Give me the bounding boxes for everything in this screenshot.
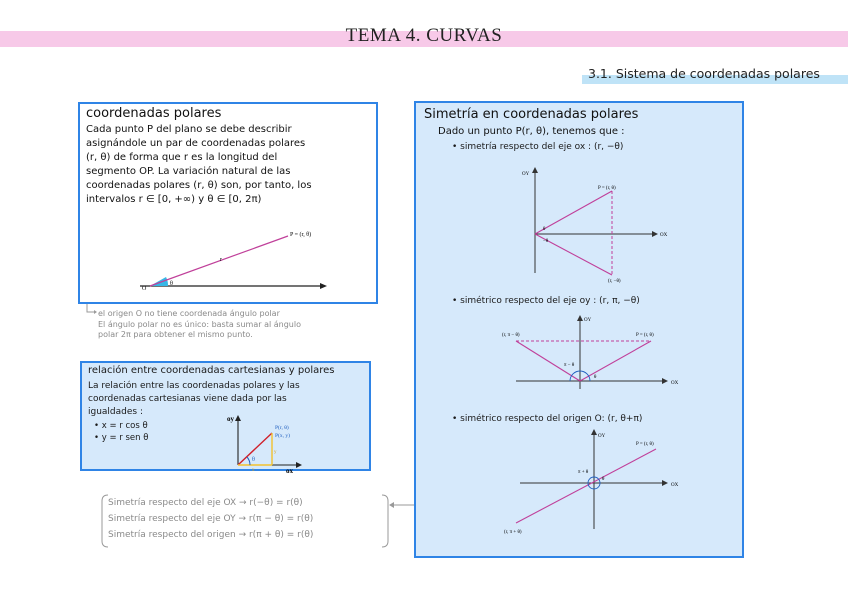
arrow-icon	[577, 315, 583, 321]
polar-segment	[150, 236, 288, 286]
note-line: El ángulo polar no es único: basta sumar al ángulo	[98, 319, 301, 329]
arrow-icon	[652, 231, 658, 237]
y-label: y	[274, 450, 277, 455]
reflected-label: (r, −θ)	[608, 279, 621, 284]
p-label: P = (r, θ)	[636, 333, 654, 338]
symmetry-ox-figure	[516, 163, 676, 283]
equation-y: • y = r sen θ	[94, 433, 149, 443]
line-through-origin	[516, 449, 656, 523]
polar-text-line: coordenadas polares (r, θ) son, por tanto, los	[86, 180, 312, 191]
theta-label: θ	[594, 375, 597, 380]
section-title: 3.1. Sistema de coordenadas polares	[588, 66, 820, 81]
arrow-icon	[389, 502, 394, 508]
theta-label: θ	[170, 281, 173, 287]
relation-box	[80, 361, 371, 475]
origin-label: O	[142, 286, 147, 292]
angle-label: π + θ	[578, 470, 589, 475]
polar-figure	[130, 226, 330, 300]
oy-label: OY	[598, 434, 606, 439]
relation-text-line: coordenadas cartesianas viene dada por las	[88, 394, 287, 404]
symmetry-formulas	[108, 495, 376, 547]
polar-text-line: segmento OP. La variación natural de las	[86, 166, 291, 177]
ox-label: OX	[671, 381, 679, 386]
formula-oy: Simetría respecto del eje OY → r(π − θ) = r(θ)	[108, 514, 314, 524]
relation-text-line: igualdades :	[88, 407, 143, 417]
oy-label: OY	[584, 318, 592, 323]
oy-label: oy	[227, 415, 234, 423]
arrow-icon	[296, 462, 302, 468]
r-label: r	[220, 257, 222, 263]
p-polar-label: P(r, θ)	[275, 425, 289, 431]
theta-label: θ	[543, 227, 546, 232]
relation-title: relación entre coordenadas cartesianas y polares	[88, 365, 335, 376]
polar-text-line: intervalos r ∈ [0, +∞) y θ ∈ [0, 2π)	[86, 194, 262, 205]
page-title: TEMA 4. CURVAS	[345, 25, 503, 46]
ox-label: OX	[671, 483, 679, 488]
arrow-icon	[591, 429, 597, 435]
polar-coordinates-box	[78, 102, 378, 304]
ox-label: OX	[660, 233, 668, 238]
oy-label: OY	[522, 172, 530, 177]
segment-p	[580, 341, 651, 381]
symmetry-intro: Dado un punto P(r, θ), tenemos que :	[438, 126, 625, 137]
angle-label: π − θ	[564, 363, 575, 368]
reflected-label: (r, π + θ)	[504, 530, 522, 535]
minus-theta-label: −θ	[543, 239, 549, 244]
equation-x: • x = r cos θ	[94, 421, 148, 431]
symmetry-oy-figure	[496, 311, 716, 391]
segment-p	[535, 191, 612, 234]
radius-line	[238, 433, 272, 465]
arrow-icon	[320, 283, 327, 289]
p-label: P = (r, θ)	[598, 186, 616, 191]
point-label: P = (r, θ)	[290, 232, 312, 238]
segment-reflected	[516, 341, 580, 381]
polar-text-line: (r, θ) de forma que r es la longitud del	[86, 152, 278, 163]
reflected-label: (r, π − θ)	[502, 333, 520, 338]
symmetry-origin-figure	[496, 425, 716, 537]
symmetry-item-oy: • simétrico respecto del eje oy : (r, π, −θ)	[452, 296, 640, 306]
symmetry-item-origin: • simétrico respecto del origen O: (r, θ+π)	[452, 414, 643, 424]
relation-text-line: La relación entre las coordenadas polares y las	[88, 381, 300, 391]
polar-box-text	[86, 123, 376, 207]
polar-text-line: asignándole un par de coordenadas polares	[86, 138, 306, 149]
ox-label: ox	[286, 467, 293, 475]
theta-label: θ	[252, 457, 255, 463]
arrow-icon	[662, 480, 668, 486]
symmetry-box	[414, 101, 744, 558]
x-label: x	[252, 468, 255, 473]
polar-notes	[98, 309, 368, 341]
arrow-icon	[662, 378, 668, 384]
relation-equations	[94, 420, 148, 444]
p-label: P = (r, θ)	[636, 442, 654, 447]
formula-ox: Simetría respecto del eje OX → r(−θ) = r(θ)	[108, 498, 303, 508]
arrow-icon	[84, 304, 98, 318]
arrow-icon	[235, 415, 241, 421]
p-cartesian-label: P(x, y)	[275, 433, 290, 439]
polar-text-line: Cada punto P del plano se debe describir	[86, 124, 292, 135]
arrow-icon	[532, 167, 538, 173]
theta-label: θ	[602, 477, 605, 482]
symmetry-title: Simetría en coordenadas polares	[424, 107, 639, 122]
note-line: el origen O no tiene coordenada ángulo polar	[98, 309, 280, 318]
polar-box-title: coordenadas polares	[86, 106, 222, 121]
symmetry-item-ox: • simetría respecto del eje ox : (r, −θ)	[452, 142, 624, 152]
relation-figure	[226, 413, 306, 475]
note-line: polar 2π para obtener el mismo punto.	[98, 330, 253, 339]
formula-origin: Simetría respecto del origen → r(π + θ) = r(θ)	[108, 530, 314, 540]
